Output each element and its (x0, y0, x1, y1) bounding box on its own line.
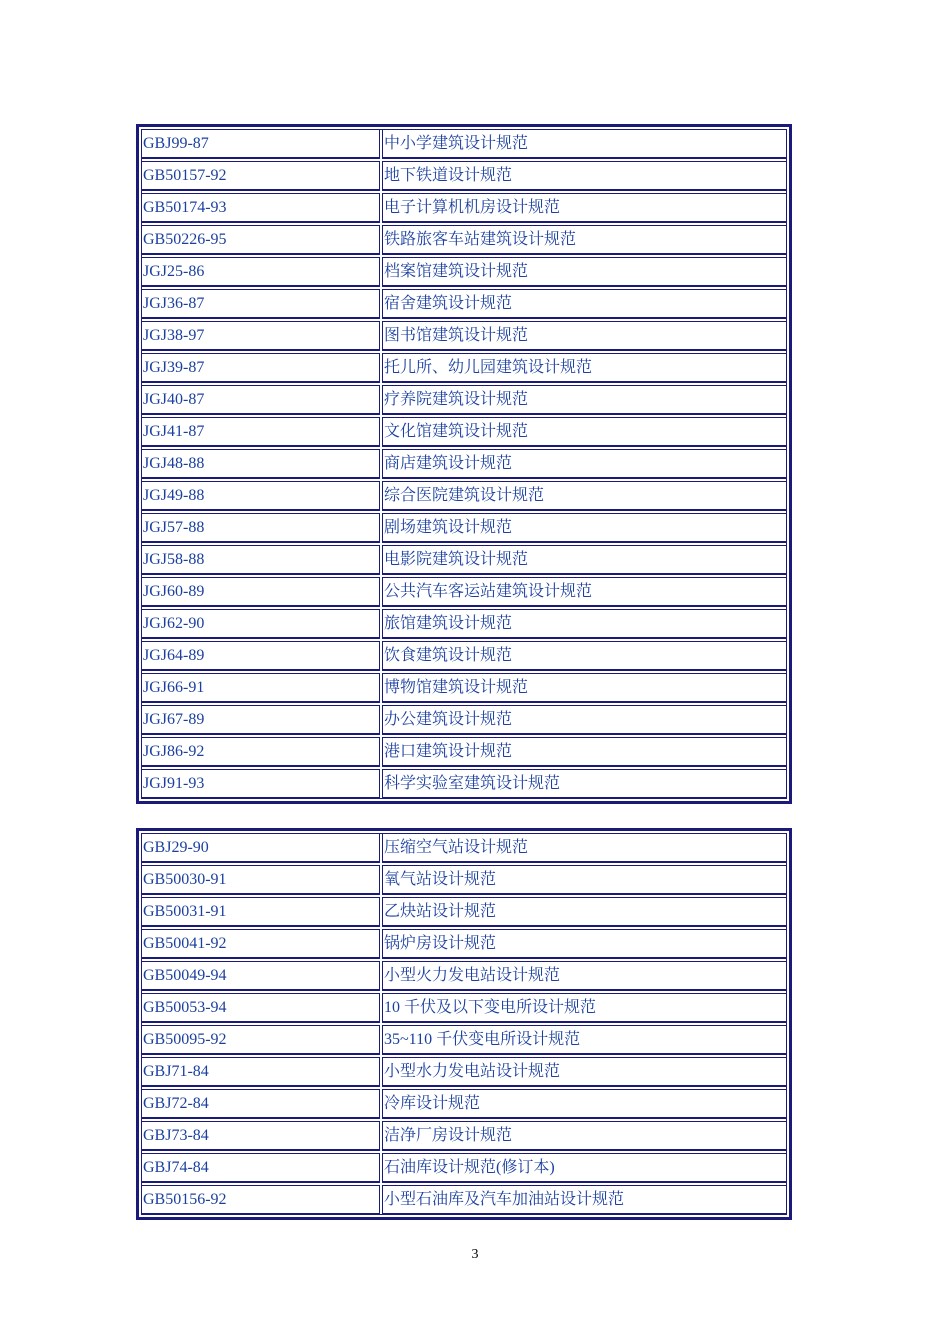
standard-title: 商店建筑设计规范 (382, 449, 787, 479)
standard-code: GB50031-91 (141, 897, 380, 927)
standard-title: 石油库设计规范(修订本) (382, 1153, 787, 1183)
standard-title: 公共汽车客运站建筑设计规范 (382, 577, 787, 607)
standards-table-1 (136, 124, 792, 804)
table-row (141, 513, 787, 543)
standard-code: JGJ91-93 (141, 769, 380, 799)
standard-code: JGJ86-92 (141, 737, 380, 767)
standard-title: 氧气站设计规范 (382, 865, 787, 895)
standard-title: 35~110 千伏变电所设计规范 (382, 1025, 787, 1055)
table-row (141, 385, 787, 415)
standard-title: 科学实验室建筑设计规范 (382, 769, 787, 799)
standard-code: GB50095-92 (141, 1025, 380, 1055)
standard-code: JGJ57-88 (141, 513, 380, 543)
standard-code: GBJ71-84 (141, 1057, 380, 1087)
standard-code: JGJ66-91 (141, 673, 380, 703)
standard-title: 饮食建筑设计规范 (382, 641, 787, 671)
table-row (141, 1121, 787, 1151)
standards-table-body (141, 129, 787, 799)
table-row (141, 417, 787, 447)
standards-table-body (141, 833, 787, 1215)
standard-title: 档案馆建筑设计规范 (382, 257, 787, 287)
standard-title: 旅馆建筑设计规范 (382, 609, 787, 639)
standard-code: JGJ62-90 (141, 609, 380, 639)
standard-title: 铁路旅客车站建筑设计规范 (382, 225, 787, 255)
standard-title: 洁净厂房设计规范 (382, 1121, 787, 1151)
standard-code: GBJ29-90 (141, 833, 380, 863)
standard-title: 托儿所、幼儿园建筑设计规范 (382, 353, 787, 383)
table-row (141, 705, 787, 735)
table-row (141, 1089, 787, 1119)
standard-code: JGJ49-88 (141, 481, 380, 511)
standard-code: GB50174-93 (141, 193, 380, 223)
table-row (141, 737, 787, 767)
standard-code: GB50157-92 (141, 161, 380, 191)
standards-table-2 (136, 828, 792, 1220)
table-row (141, 161, 787, 191)
standard-title: 乙炔站设计规范 (382, 897, 787, 927)
standard-title: 文化馆建筑设计规范 (382, 417, 787, 447)
standard-code: JGJ40-87 (141, 385, 380, 415)
standard-title: 锅炉房设计规范 (382, 929, 787, 959)
standard-code: GB50053-94 (141, 993, 380, 1023)
standard-title: 博物馆建筑设计规范 (382, 673, 787, 703)
standard-code: JGJ38-97 (141, 321, 380, 351)
table-row (141, 449, 787, 479)
standard-code: GB50049-94 (141, 961, 380, 991)
table-row (141, 961, 787, 991)
table-row (141, 929, 787, 959)
table-row (141, 1153, 787, 1183)
standard-title: 剧场建筑设计规范 (382, 513, 787, 543)
standard-title: 办公建筑设计规范 (382, 705, 787, 735)
standard-code: JGJ64-89 (141, 641, 380, 671)
table-row (141, 865, 787, 895)
table-row (141, 673, 787, 703)
standard-title: 冷库设计规范 (382, 1089, 787, 1119)
standard-title: 电影院建筑设计规范 (382, 545, 787, 575)
standard-title: 小型水力发电站设计规范 (382, 1057, 787, 1087)
standard-code: JGJ36-87 (141, 289, 380, 319)
page-number: 3 (471, 1247, 479, 1262)
standard-title: 电子计算机机房设计规范 (382, 193, 787, 223)
table-row (141, 289, 787, 319)
standard-code: JGJ41-87 (141, 417, 380, 447)
standard-title: 宿舍建筑设计规范 (382, 289, 787, 319)
standard-title: 综合医院建筑设计规范 (382, 481, 787, 511)
standard-code: JGJ67-89 (141, 705, 380, 735)
standard-code: GB50030-91 (141, 865, 380, 895)
standard-code: JGJ25-86 (141, 257, 380, 287)
standard-title: 疗养院建筑设计规范 (382, 385, 787, 415)
table-row (141, 1185, 787, 1215)
table-row (141, 257, 787, 287)
standard-code: GBJ72-84 (141, 1089, 380, 1119)
table-row (141, 641, 787, 671)
standard-code: GB50226-95 (141, 225, 380, 255)
standard-code: GBJ74-84 (141, 1153, 380, 1183)
standard-title: 压缩空气站设计规范 (382, 833, 787, 863)
standard-code: GBJ73-84 (141, 1121, 380, 1151)
table-row (141, 321, 787, 351)
table-row (141, 353, 787, 383)
table-row (141, 481, 787, 511)
table-row (141, 833, 787, 863)
table-row (141, 577, 787, 607)
standard-code: GBJ99-87 (141, 129, 380, 159)
table-row (141, 769, 787, 799)
standard-title: 图书馆建筑设计规范 (382, 321, 787, 351)
table-row (141, 129, 787, 159)
standard-code: GB50041-92 (141, 929, 380, 959)
standard-title: 10 千伏及以下变电所设计规范 (382, 993, 787, 1023)
standard-title: 港口建筑设计规范 (382, 737, 787, 767)
table-row (141, 993, 787, 1023)
standard-title: 小型石油库及汽车加油站设计规范 (382, 1185, 787, 1215)
standard-code: JGJ39-87 (141, 353, 380, 383)
standard-code: JGJ48-88 (141, 449, 380, 479)
table-row (141, 193, 787, 223)
standard-code: JGJ58-88 (141, 545, 380, 575)
standard-title: 小型火力发电站设计规范 (382, 961, 787, 991)
table-row (141, 1025, 787, 1055)
table-row (141, 545, 787, 575)
table-row (141, 609, 787, 639)
standard-title: 地下铁道设计规范 (382, 161, 787, 191)
table-row (141, 897, 787, 927)
standard-code: JGJ60-89 (141, 577, 380, 607)
table-row (141, 1057, 787, 1087)
standard-code: GB50156-92 (141, 1185, 380, 1215)
standard-title: 中小学建筑设计规范 (382, 129, 787, 159)
table-row (141, 225, 787, 255)
